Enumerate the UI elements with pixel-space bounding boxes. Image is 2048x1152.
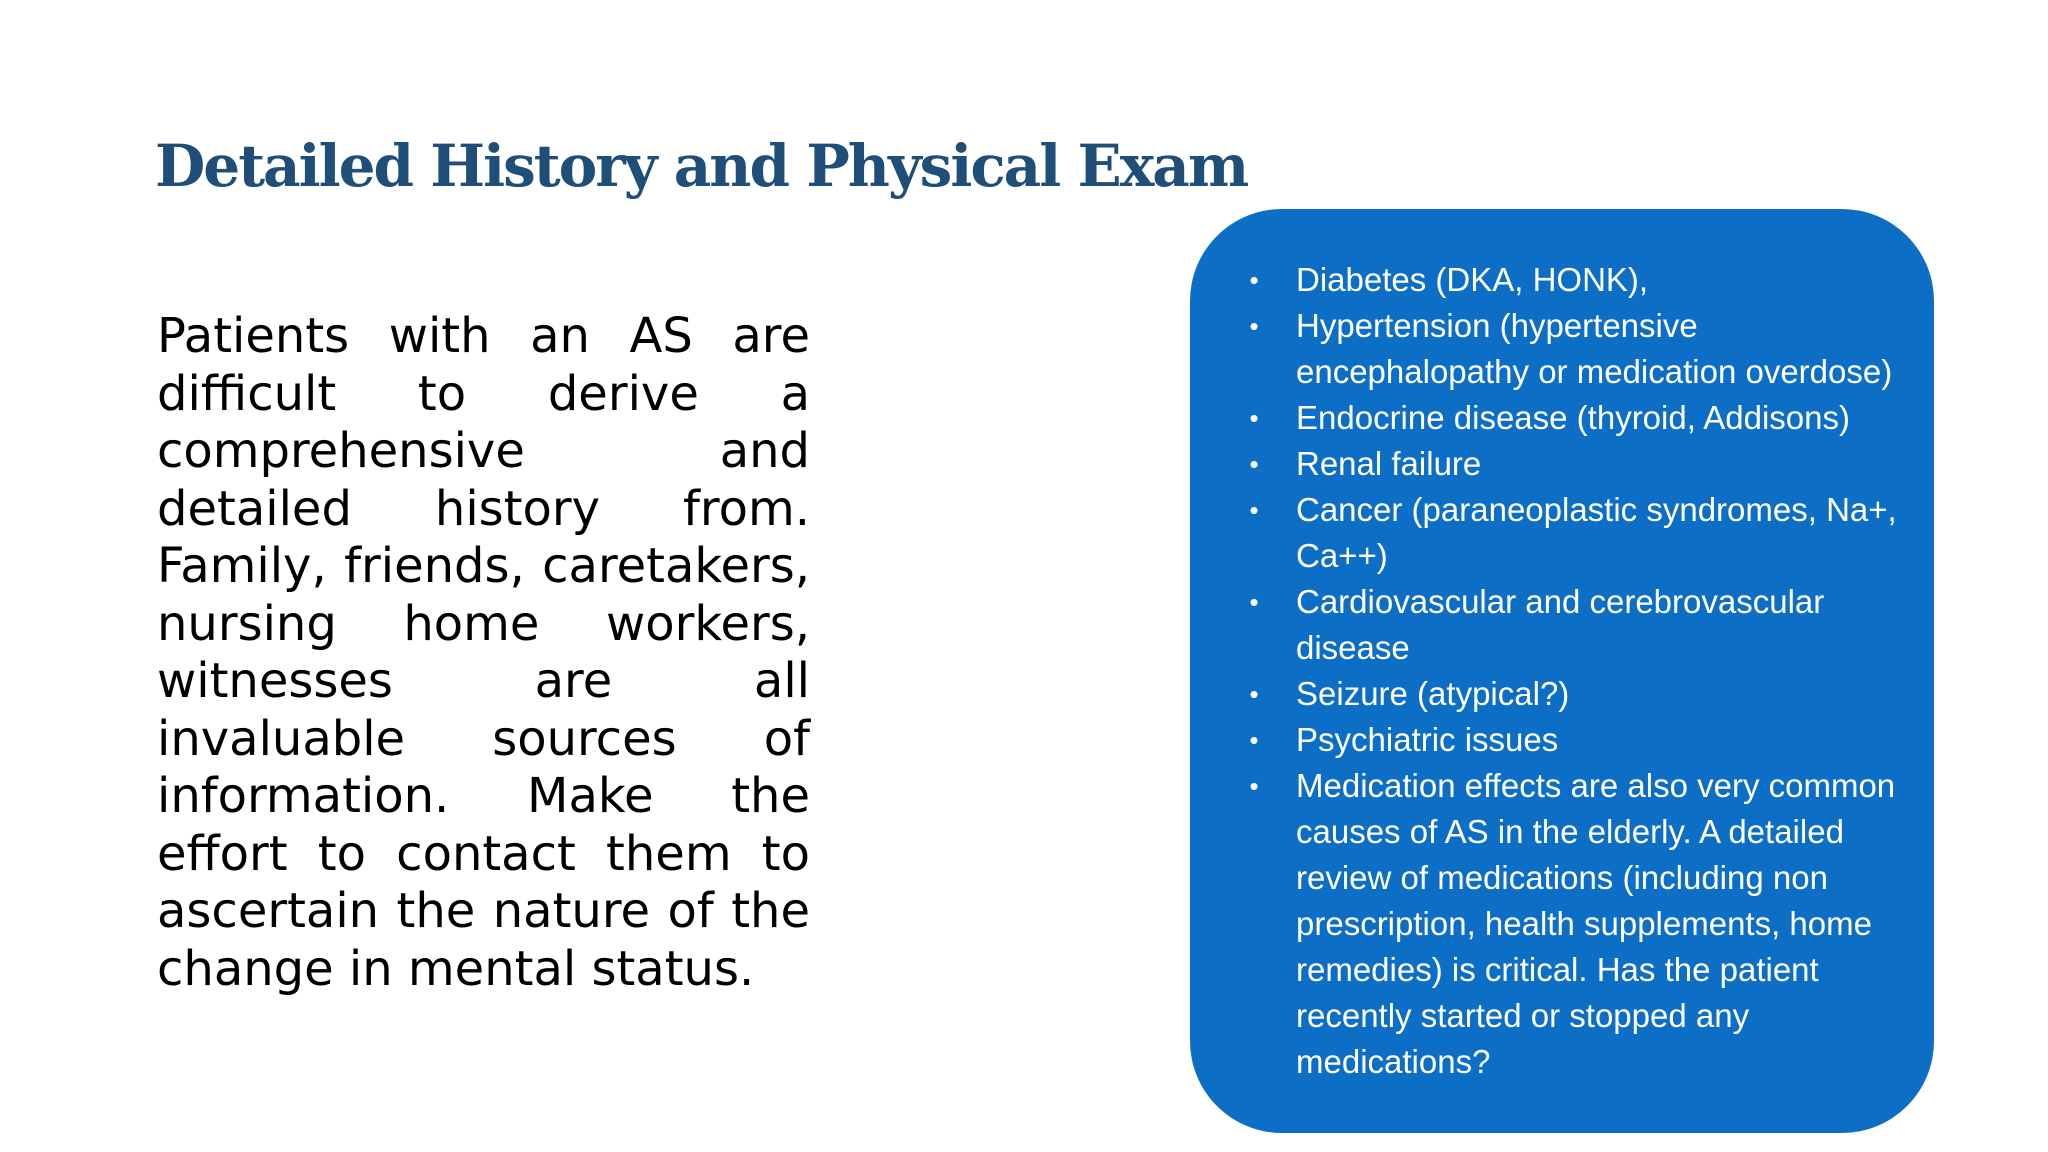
list-item <box>1244 487 1916 579</box>
bullet-icon: • <box>1249 265 1259 295</box>
list-item-text: Hypertension (hypertensive encephalopathy or medication overdose) <box>1296 307 1893 390</box>
list-item <box>1244 717 1916 763</box>
causes-list <box>1244 257 1916 1085</box>
intro-paragraph: Patients with an AS are difficult to derive a comprehensive and detailed history from. Family, friends, caretakers, nursing home workers, witnesses are all invaluable sources of information. Make the effort to contact them to ascertain the nature of the change in mental status. <box>157 308 810 997</box>
bullet-icon: • <box>1249 311 1259 341</box>
list-item-text: Renal failure <box>1296 445 1482 482</box>
list-item-text: Cancer (paraneoplastic syndromes, Na+, Ca++) <box>1296 491 1897 574</box>
list-item <box>1244 303 1916 395</box>
causes-panel <box>1190 209 1934 1133</box>
list-item <box>1244 579 1916 671</box>
list-item <box>1244 671 1916 717</box>
list-item <box>1244 395 1916 441</box>
bullet-icon: • <box>1249 587 1259 617</box>
list-item <box>1244 763 1916 1085</box>
list-item-text: Seizure (atypical?) <box>1296 675 1570 712</box>
bullet-icon: • <box>1249 495 1259 525</box>
bullet-icon: • <box>1249 771 1259 801</box>
list-item-text: Endocrine disease (thyroid, Addisons) <box>1296 399 1850 436</box>
list-item <box>1244 257 1916 303</box>
list-item-text: Psychiatric issues <box>1296 721 1559 758</box>
bullet-icon: • <box>1249 403 1259 433</box>
slide-title: Detailed History and Physical Exam <box>155 132 1248 200</box>
list-item-text: Diabetes (DKA, HONK), <box>1296 261 1649 298</box>
bullet-icon: • <box>1249 449 1259 479</box>
list-item-text: Cardiovascular and cerebrovascular disease <box>1296 583 1825 666</box>
list-item <box>1244 441 1916 487</box>
bullet-icon: • <box>1249 725 1259 755</box>
bullet-icon: • <box>1249 679 1259 709</box>
list-item-text: Medication effects are also very common causes of AS in the elderly. A detailed review of medications (including non prescription, health supplements, home remedies) is critical. Has the patient recently started or stopped any medications? <box>1296 767 1896 1080</box>
